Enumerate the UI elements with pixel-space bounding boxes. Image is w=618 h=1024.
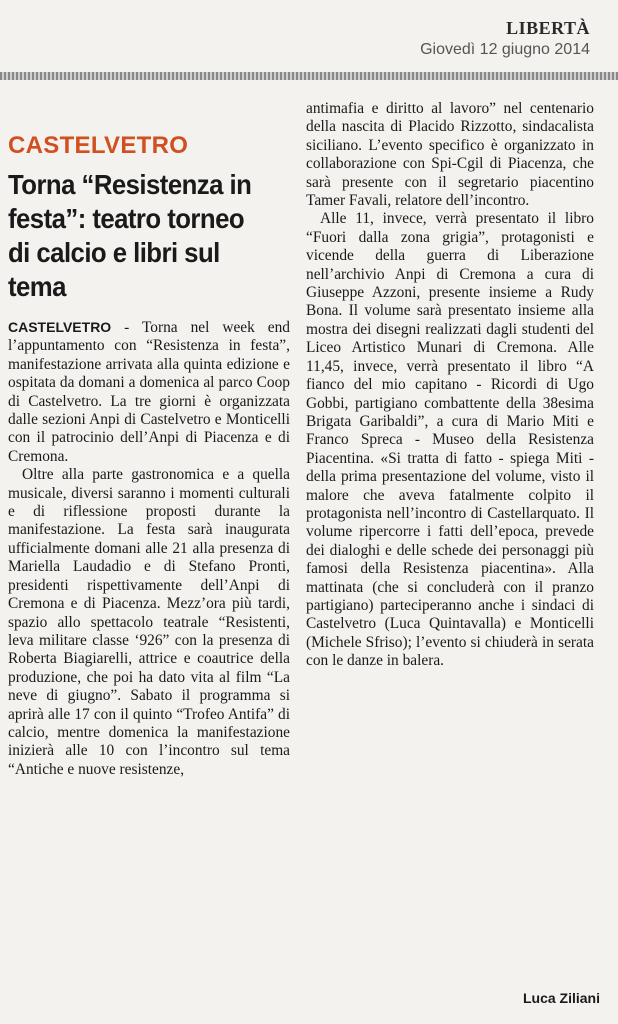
paragraph [8, 318, 290, 466]
newspaper-name: LIBERTÀ [506, 18, 590, 38]
article-column-right [306, 100, 594, 671]
byline: Luca Ziliani [522, 990, 600, 1006]
dateline: CASTELVETRO [8, 319, 112, 335]
body-right [306, 100, 594, 671]
paragraph: antimafia e diritto al lavoro” nel centenario della nascita di Placido Rizzotto, sindacalista siciliano. L’evento specifico è organizzato in collaborazione con Spi-Cgil di Piacenza, che sarà presente con il segretario piacentino Tamer Favali, relatore dell’incontro. [306, 100, 594, 210]
issue-date: Giovedì 12 giugno 2014 [420, 41, 590, 58]
masthead [420, 18, 590, 59]
body-left [8, 318, 290, 779]
headline: Torna “Resistenza in festa”: teatro torneo di calcio e libri sul tema [8, 169, 252, 302]
paragraph: Alle 11, invece, verrà presentato il libro “Fuori dalla zona grigia”, protagonisti e vicende della guerra di Liberazione nell’archivio Anpi di Cremona a cura di Giuseppe Azzoni, presente insieme a Rudy Bona. Il volume sarà presentato insieme alla mostra dei disegni realizzati dagli studenti del Liceo Artistico Munari di Cremona. Alle 11,45, invece, verrà presentato il libro “A fianco del mio capitano - Ricordi di Ugo Gobbi, partigiano combattente della 38esima Brigata Garibaldi”, a cura di Mario Miti e Franco Spreca - Museo della Resistenza Piacentina. «Si tratta di fatto - spiega Miti - della prima presentazione del volume, visto il malore che aveva fatalmente colpito il protagonista nell’incontro di Castellarquato. Il volume ripercorre i fatti dell’epoca, prevede dei dialoghi e delle schede dei personaggi più famosi della Resistenza piacentina». Alla mattinata (che si concluderà con il pranzo partigiano) parteciperanno anche i sindaci di Castelvetro (Luca Quintavalla) e Monticelli (Michele Sfriso); l’evento si chiuderà in serata con le danze in balera. [306, 210, 594, 670]
section-kicker: CASTELVETRO [8, 132, 189, 159]
article-column-left [8, 132, 290, 779]
paragraph-text: - Torna nel week end l’appuntamento con “Resistenza in festa”, manifestazione arrivata alla quinta edizione e ospitata da domani a domenica al parco Coop di Castelvetro. La tre giorni è organizzata dalle sezioni Anpi di Castelvetro e Monticelli con il patrocinio dell’Anpi di Piacenza e di Cremona. [8, 319, 290, 465]
header-rule [0, 72, 618, 80]
paragraph: Oltre alla parte gastronomica e a quella musicale, diversi saranno i momenti culturali e di riflessione proposti durante la manifestazione. La festa sarà inaugurata ufficialmente domani alle 21 alla presenza di Mariella Laudadio e di Stefano Pronti, presidenti rispettivamente dell’Anpi di Cremona e di Piacenza. Mezz’ora più tardi, spazio allo spettacolo teatrale “Resistenti, leva militare classe ‘926” con la presenza di Roberta Biagiarelli, attrice e coautrice della produzione, che poi ha dato vita al film “La neve di giugno”. Sabato il programma si aprirà alle 17 con il quinto “Trofeo Antifa” di calcio, mentre domenica la manifestazione inizierà alle 10 con l’incontro sul tema “Antiche e nuove resistenze, [8, 466, 290, 778]
